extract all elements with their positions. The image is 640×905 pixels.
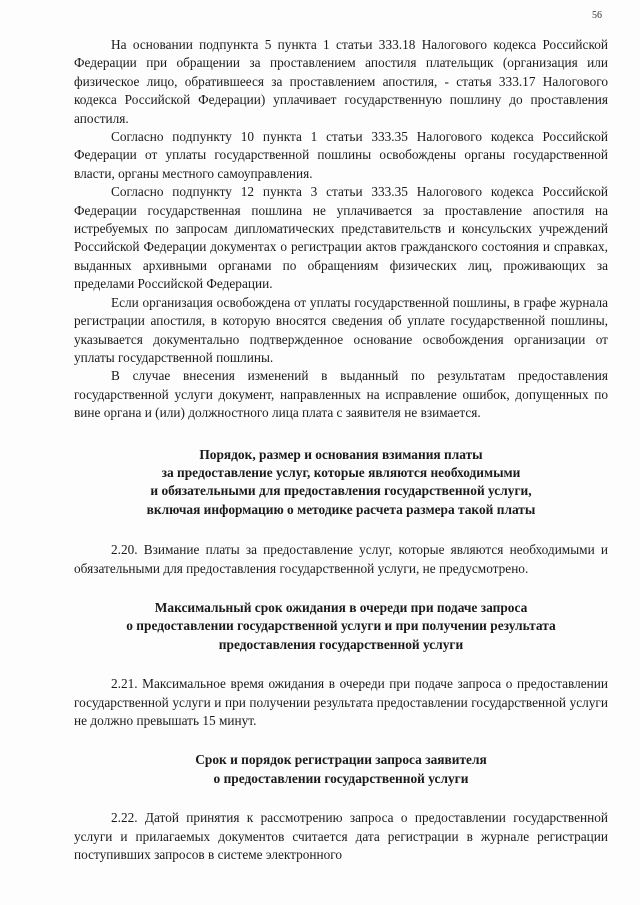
paragraph-exemption-journal-entry: Если организация освобождена от уплаты государственной пошлины, в графе журнала регистрации апостиля, в которую вносятся сведения об уплате государственной пошлины, указывается документально подтвержденное основание освобождения организации от уплаты государственной пошлины. xyxy=(74,294,608,365)
paragraph-2-20: 2.20. Взимание платы за предоставление услуг, которые являются необходимыми и обязательными для предоставления государственной услуги, не предусмотрено. xyxy=(74,542,608,576)
heading-line: и обязательными для предоставления государственной услуги, xyxy=(150,483,532,499)
heading-line: за предоставление услуг, которые являются необходимыми xyxy=(161,464,521,480)
document-body xyxy=(74,36,608,864)
heading-line: о предоставлении государственной услуги xyxy=(213,770,469,786)
section-heading-queue-time xyxy=(74,599,608,654)
section-heading-fees xyxy=(74,446,608,520)
paragraph-2-21: 2.21. Максимальное время ожидания в очереди при подаче запроса о предоставлении государственной услуги и при получении результата предоставлении государственной услуги не должно превышать 15 минут. xyxy=(74,676,608,728)
paragraph-2-22: 2.22. Датой принятия к рассмотрению запроса о предоставлении государственной услуги и прилагаемых документов считается дата регистрации в журнале регистрации поступивших запросов в системе электронного xyxy=(74,810,608,863)
heading-line: включая информацию о методике расчета размера такой платы xyxy=(146,501,536,517)
paragraph-corrections-no-fee: В случае внесения изменений в выданный по результатам предоставления государственной услуги документ, направленных на исправление ошибок, допущенных по вине органа и (или) должностного лица плата с заявителя не взимается. xyxy=(74,368,608,421)
paragraph-fee-exemption-civil-records: Согласно подпункту 12 пункта 3 статьи 333.35 Налогового кодекса Российской Федерации государственная пошлина не уплачивается за проставление апостиля на истребуемых по запросам дипломатических представительств и консульских учреждений Российской Федерации документах о регистрации актов гражданского состояния и справках, выданных архивными органами по обращениям физических лиц, проживающих за пределами Российской Федерации. xyxy=(74,184,608,292)
heading-line: Срок и порядок регистрации запроса заявителя xyxy=(195,752,487,768)
paragraph-state-fee-payment: На основании подпункта 5 пункта 1 статьи 333.18 Налогового кодекса Российской Федерации при обращении за проставлением апостиля плательщик (организация или физическое лицо, обратившееся за проставлением апостиля, - статья 333.17 Налогового кодекса Российской Федерации) уплачивает государственную пошлину до проставления апостиля. xyxy=(74,37,608,126)
paragraph-fee-exemption-authorities: Согласно подпункту 10 пункта 1 статьи 333.35 Налогового кодекса Российской Федерации от уплаты государственной пошлины освобождены органы государственной власти, органы местного самоуправления. xyxy=(74,129,608,181)
section-heading-registration xyxy=(74,751,608,788)
heading-line: о предоставлении государственной услуги и при получении результата xyxy=(126,618,556,634)
heading-line: Максимальный срок ожидания в очереди при подаче запроса xyxy=(154,599,528,615)
page-number: 56 xyxy=(592,10,602,21)
heading-line: предоставления государственной услуги xyxy=(218,636,464,652)
heading-line: Порядок, размер и основания взимания платы xyxy=(199,446,483,462)
